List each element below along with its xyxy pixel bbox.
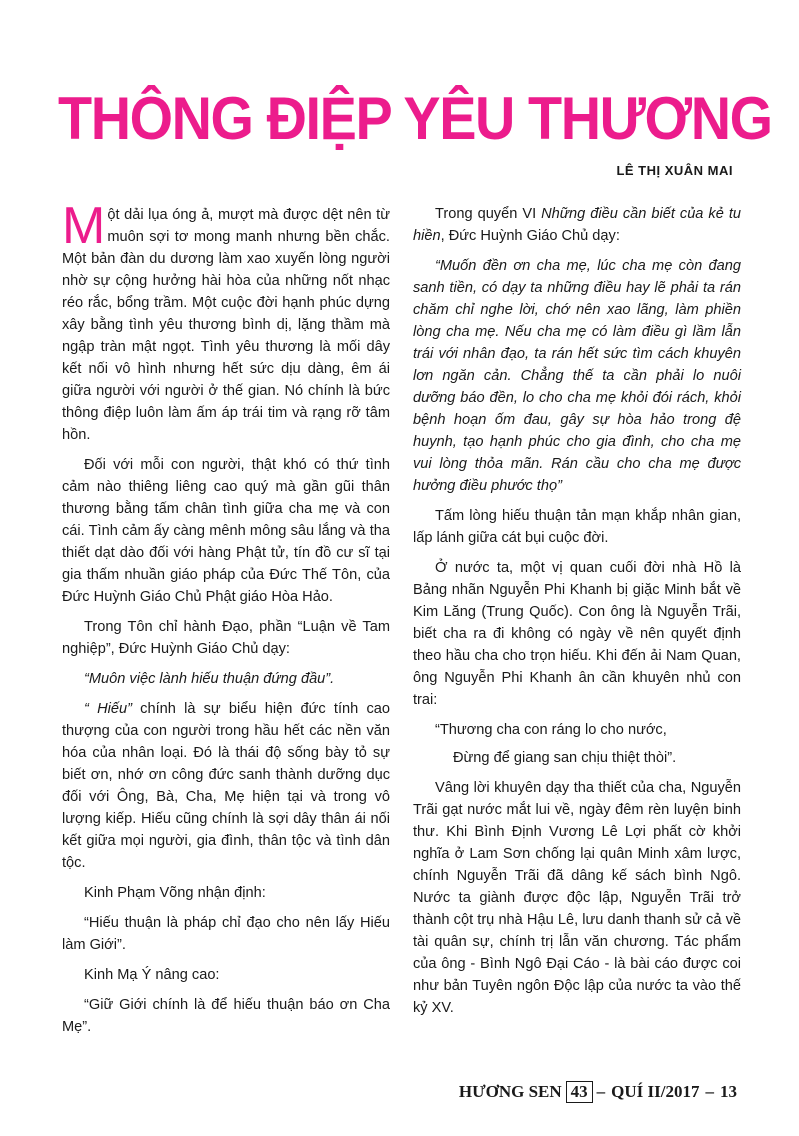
paragraph-quyen-vi-suffix: , Đức Huỳnh Giáo Chủ dạy:	[440, 228, 620, 244]
left-column	[62, 197, 390, 1046]
paragraph-quyen-vi	[413, 203, 741, 247]
quote-den-on-cha-me: “Muốn đền ơn cha mẹ, lúc cha mẹ còn đang sanh tiền, có dạy ta những điều hay lẽ phải ta rán chăm chỉ nghe lời, chớ nên xao lãng, làm phiền lòng cha mẹ. Nếu cha mẹ có làm điều gì lầm lẫn trái với nhân đạo, ta rán hết sức tìm cách khuyên lơn ngăn cản. Chẳng thế ta cần phải lo nuôi dưỡng báo đền, lo cho cha mẹ khỏi đói rách, khỏi bệnh hoạn ốm đau, gây sự hòa hảo trong đệ huynh, tạo hạnh phúc cho gia đình, cho cha mẹ vui lòng thỏa mãn. Rán cầu cho cha mẹ được hưởng điều phước thọ”	[413, 258, 741, 494]
paragraph-intro	[62, 197, 390, 446]
article-title: THÔNG ĐIỆP YÊU THƯƠNG	[58, 85, 772, 152]
quote-giu-gioi: “Giữ Giới chính là để hiếu thuận báo ơn Cha Mẹ”.	[62, 997, 390, 1035]
hieu-term: “ Hiếu”	[84, 701, 132, 717]
paragraph-hieu-text: chính là sự biểu hiện đức tính cao thượng của con người trong hầu hết các nền văn hóa của nhân loại. Đó là thái độ sống bày tỏ sự biết ơn, nhớ ơn công đức sanh thành dưỡng dục đối với Ông, Bà, Cha, Mẹ hiện tại và trong vô lượng kiếp. Hiếu cũng chính là sợi dây thân ái nối kết giữa mọi người, gia đình, thân tộc và tình dân tộc.	[62, 701, 390, 871]
paragraph-kinh-ma-y: Kinh Mạ Ý nâng cao:	[84, 967, 220, 983]
issue-period: QUÍ II/2017	[611, 1082, 700, 1101]
paragraph-intro-text: ột dải lụa óng ả, mượt mà được dệt nên từ muôn sợi tơ mong manh nhưng bền chắc. Một bản đàn du dương làm xao xuyến lòng người nhờ sự cộng hưởng hài hòa của những nốt nhạc réo rắc, bổng trầm. Một cuộc đời hạnh phúc dựng xây bằng tình yêu thương bình dị, lặng thầm mà ngập tràn mật ngọt. Tình yêu thương là mối dây kết nối vô hình nhưng hết sức dịu dàng, êm ái giữa người với người ở thế gian. Nó chính là bức thông điệp luôn làm ấm áp trái tim và rạng rỡ tâm hồn.	[62, 207, 390, 443]
paragraph-tam-long: Tấm lòng hiếu thuận tản mạn khắp nhân gian, lấp lánh giữa cát bụi cuộc đời.	[413, 508, 741, 546]
verse-line-1: “Thương cha con ráng lo cho nước,	[435, 722, 667, 738]
footer-dash-2: –	[705, 1082, 714, 1101]
quote-muon-viec-lanh: “Muôn việc lành hiếu thuận đứng đầu”.	[84, 671, 335, 687]
paragraph-parents: Đối với mỗi con người, thật khó có thứ tình cảm nào thiêng liêng cao quý mà gần gũi thân thương bằng tấm chân tình giữa cha mẹ và con cái. Tình cảm ấy càng mênh mông sâu lắng và tha thiết dạt dào đối với hàng Phật tử, tín đồ cư sĩ tại gia thấm nhuần giáo pháp của Đức Thế Tôn, của Đức Huỳnh Giáo Chủ Phật giáo Hòa Hảo.	[62, 457, 390, 605]
footer-dash-1: –	[596, 1082, 606, 1101]
paragraph-quyen-vi-prefix: Trong quyển VI	[435, 206, 542, 222]
quote-hieu-thuan: “Hiếu thuận là pháp chỉ đạo cho nên lấy Hiếu làm Giới”.	[62, 915, 390, 953]
paragraph-nguyen-trai: Vâng lời khuyên dạy tha thiết của cha, Nguyễn Trãi gạt nước mắt lui về, ngày đêm rèn luyện binh thư. Khi Bình Định Vương Lê Lợi phất cờ khởi nghĩa ở Lam Sơn chống lại quân Minh xâm lược, chính Nguyễn Trãi đã dâng kế sách bình Ngô. Nước ta giành được độc lập, Nguyễn Trãi trở thành cột trụ nhà Hậu Lê, lưu danh thanh sử cả về tài quân sự, chính trị lẫn văn chương. Tác phẩm của ông - Bình Ngô Đại Cáo - là bài cáo được coi như bản Tuyên ngôn Độc lập của nước ta vào thế kỷ XV.	[413, 780, 741, 1016]
page-number: 13	[720, 1082, 737, 1101]
verse-line-2: Đừng để giang san chịu thiệt thòi”.	[453, 750, 677, 766]
page-footer	[459, 1081, 737, 1103]
book-title: Những điều cần biết của kẻ tu hiền	[413, 206, 742, 244]
paragraph-ton-chi: Trong Tôn chỉ hành Đạo, phần “Luận về Tam nghiệp”, Đức Huỳnh Giáo Chủ dạy:	[62, 619, 390, 657]
paragraph-kinh-pham-vong: Kinh Phạm Võng nhận định:	[84, 885, 266, 901]
author-name: LÊ THỊ XUÂN MAI	[616, 163, 733, 178]
magazine-name: HƯƠNG SEN	[458, 1082, 562, 1101]
paragraph-hieu	[62, 698, 390, 874]
paragraph-nguyen-phi-khanh: Ở nước ta, một vị quan cuối đời nhà Hồ là Bảng nhãn Nguyễn Phi Khanh bị giặc Minh bắt về Kim Lăng (Trung Quốc). Con ông là Nguyễn Trãi, biết cha ra đi không có ngày về nên quyết định theo hầu cha cho trọn hiếu. Khi đến ải Nam Quan, ông Nguyễn Phi Khanh ân cần khuyên nhủ con trai:	[413, 560, 741, 708]
drop-cap: M	[62, 197, 106, 255]
right-column	[413, 203, 741, 1027]
issue-number: 43	[566, 1081, 593, 1103]
